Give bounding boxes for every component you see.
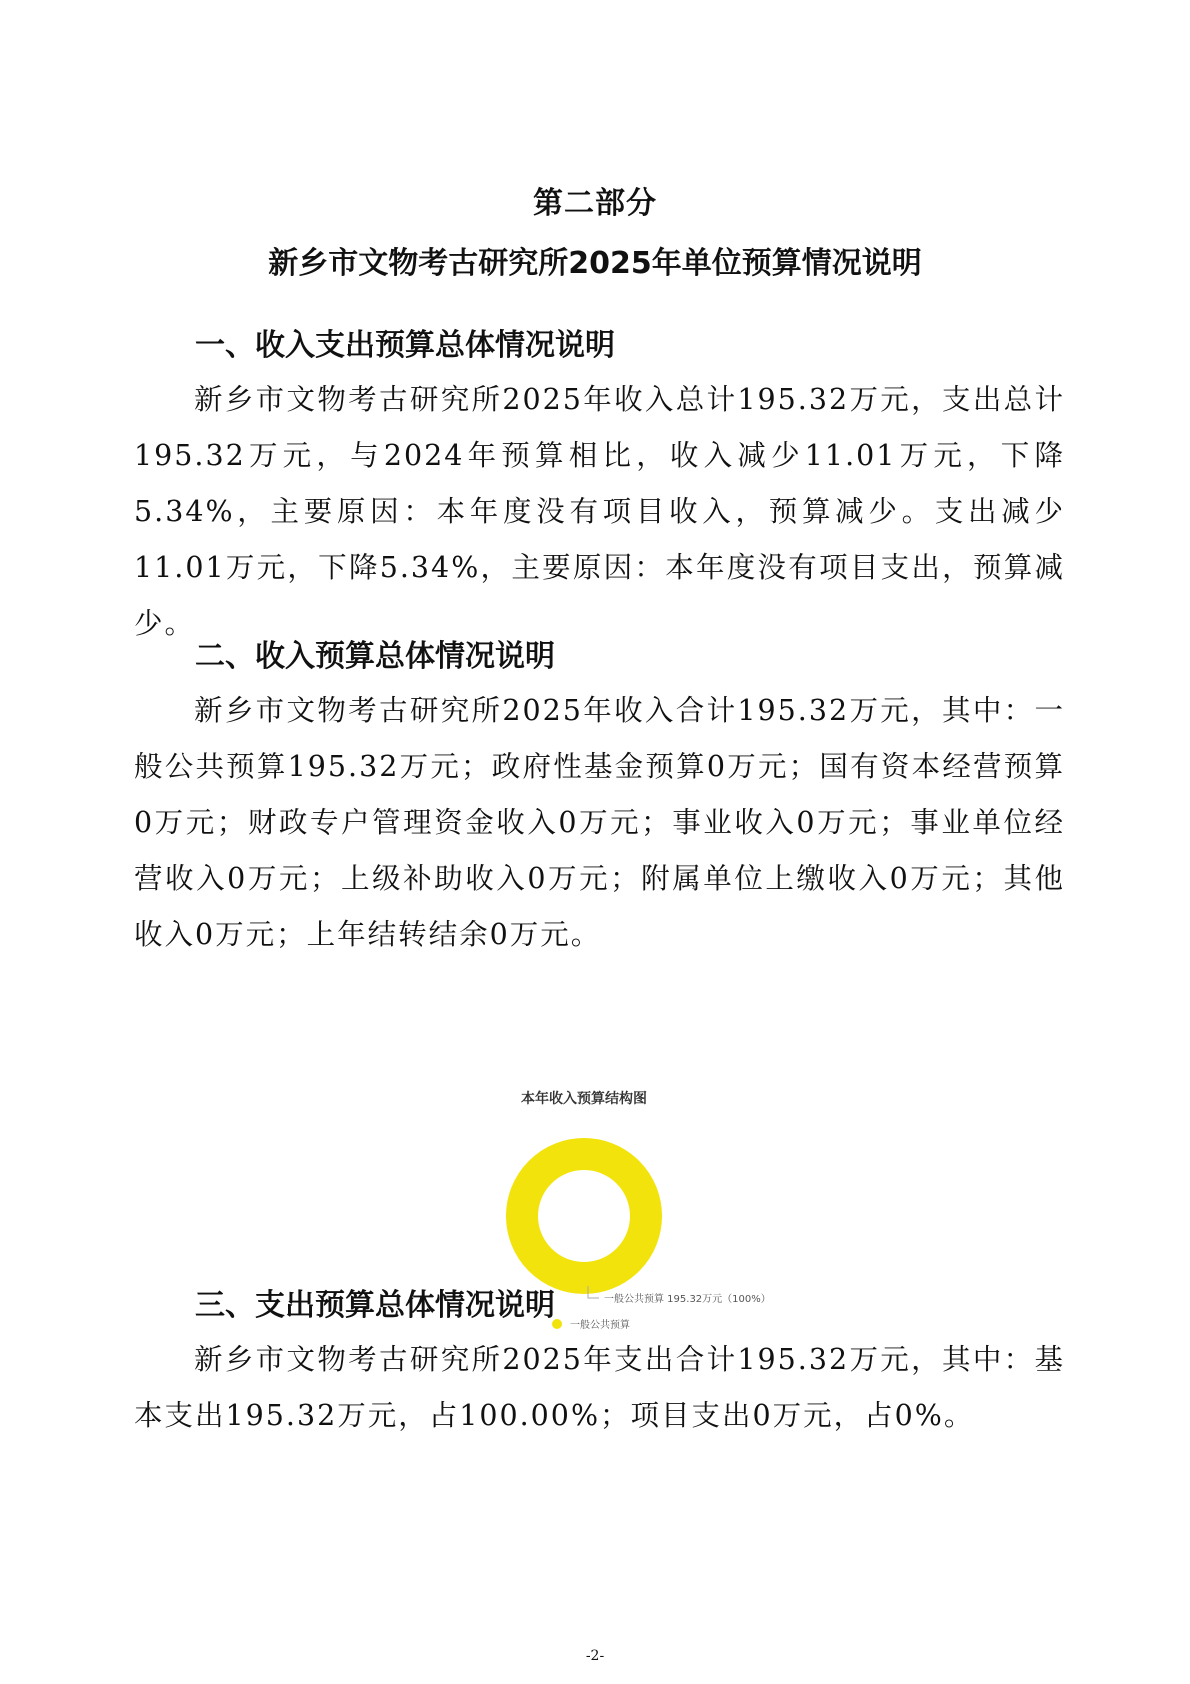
section-3-paragraph: 新乡市文物考古研究所2025年支出合计195.32万元，其中：基本支出195.32万元，占100.00%；项目支出0万元，占0%。 [134,1343,1065,1432]
section-2-heading: 二、收入预算总体情况说明 [195,639,555,674]
chart-slices [522,1154,646,1278]
section-1-paragraph: 新乡市文物考古研究所2025年收入总计195.32万元，支出总计195.32万元，与2024年预算相比，收入减少11.01万元，下降5.34%，主要原因：本年度没有项目收入，预算减少。支出减少11.01万元，下降5.34%，主要原因：本年度没有项目支出，预算减少。 [134,383,1065,640]
section-2-paragraph: 新乡市文物考古研究所2025年收入合计195.32万元，其中：一般公共预算195.32万元；政府性基金预算0万元；国有资本经营预算0万元；财政专户管理资金收入0万元；事业收入0万元；事业单位经营收入0万元；上级补助收入0万元；附属单位上缴收入0万元；其他收入0万元；上年结转结余0万元。 [134,694,1065,951]
section-1-heading: 一、收入支出预算总体情况说明 [195,328,615,363]
page-number: -2- [585,1648,605,1664]
pie-slice-1 [522,1154,646,1278]
legend-label: 一般公共预算 [570,1320,630,1331]
section-3-heading: 三、支出预算总体情况说明 [195,1288,555,1323]
chart-title: 本年收入预算结构图 [521,1091,647,1107]
document-title: 新乡市文物考古研究所2025年单位预算情况说明 [268,246,922,281]
slice-label: 一般公共预算 195.32万元（100%） [604,1294,771,1305]
part-title: 第二部分 [533,186,657,221]
